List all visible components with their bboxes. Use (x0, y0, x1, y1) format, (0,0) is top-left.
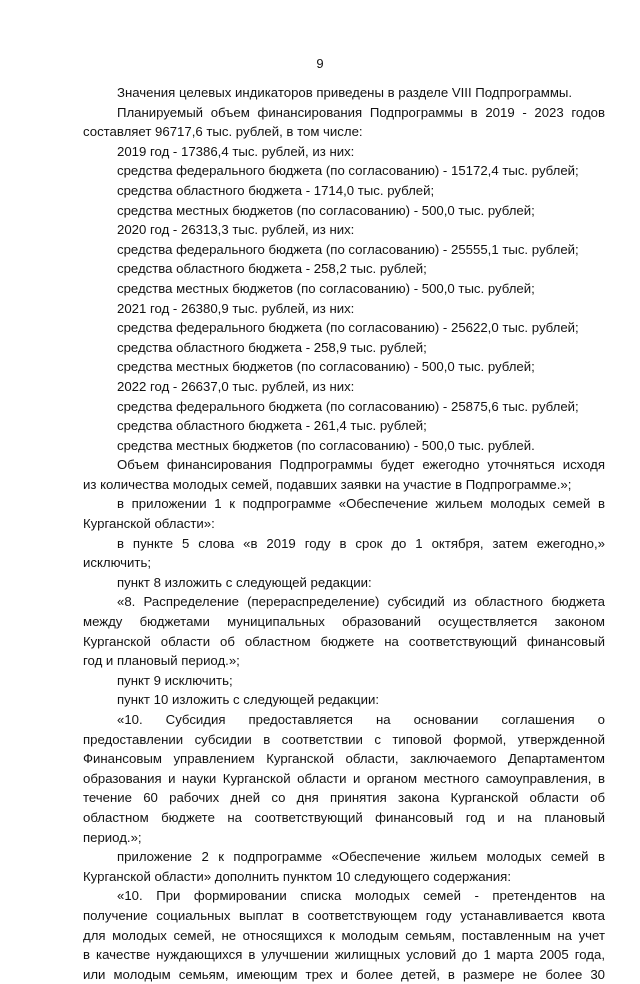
text-line: Значения целевых индикаторов приведены в разделе VIII Подпрограммы. (117, 85, 573, 100)
text-line: образования и науки Курганской области и органом местного самоуправления, в (83, 770, 605, 786)
text-line: Планируемый объем финансирования Подпрограммы в 2019 - 2023 годов (117, 104, 605, 120)
text-line: Финансовым управлением Курганской области, заключаемого Департаментом (83, 751, 605, 767)
text-line: 2022 год - 26637,0 тыс. рублей, из них: (117, 378, 355, 394)
text-line: «8. Распределение (перераспределение) субсидий из областного бюджета (117, 594, 605, 610)
text-line: год и плановый период.»; (83, 653, 240, 669)
text-line: Объем финансирования Подпрограммы будет ежегодно уточняться исходя (117, 457, 605, 473)
text-line: Курганской области»: (83, 516, 215, 532)
text-line: средства федерального бюджета (по согласованию) - 15172,4 тыс. рублей; (117, 163, 579, 179)
text-line: средства областного бюджета - 258,9 тыс. рублей; (117, 339, 427, 355)
text-line: пункт 9 исключить; (117, 672, 233, 688)
text-line: в приложении 1 к подпрограмме «Обеспечение жильем молодых семей в (117, 496, 605, 512)
text-line: получение социальных выплат в соответствующем году устанавливается квота (83, 907, 605, 923)
text-line: в качестве нуждающихся в улучшении жилищных условий до 1 марта 2005 года, (83, 947, 605, 963)
text-line: средства местных бюджетов (по согласованию) - 500,0 тыс. рублей; (117, 202, 535, 218)
text-line: в пункте 5 слова «в 2019 году в срок до 1 октября, затем ежегодно,» (117, 535, 605, 551)
text-line: течение 60 рабочих дней со дня принятия закона Курганской области об (83, 790, 605, 806)
text-line: 2021 год - 26380,9 тыс. рублей, из них: (117, 300, 355, 316)
text-line: средства местных бюджетов (по согласованию) - 500,0 тыс. рублей; (117, 359, 535, 375)
text-line: предоставлении субсидии в соответствии с типовой формой, утвержденной (83, 731, 605, 747)
text-line: средства местных бюджетов (по согласованию) - 500,0 тыс. рублей; (117, 280, 535, 296)
text-line: Курганской области об областном бюджете на соответствующий финансовый (83, 633, 605, 649)
document-body (83, 83, 605, 984)
text-line: приложение 2 к подпрограмме «Обеспечение жильем молодых семей в (117, 849, 605, 865)
text-line: пункт 10 изложить с следующей редакции: (117, 692, 379, 708)
text-line: средства областного бюджета - 258,2 тыс. рублей; (117, 261, 427, 277)
text-line: период.»; (83, 829, 142, 845)
text-line: средства областного бюджета - 1714,0 тыс. рублей; (117, 182, 435, 198)
text-line: средства федерального бюджета (по согласованию) - 25622,0 тыс. рублей; (117, 320, 579, 336)
text-line: 2019 год - 17386,4 тыс. рублей, из них: (117, 143, 355, 159)
text-line: «10. При формировании списка молодых семей - претендентов на (117, 888, 605, 904)
text-line: Курганской области» дополнить пунктом 10 следующего содержания: (83, 868, 511, 884)
text-line: средства областного бюджета - 261,4 тыс. рублей; (117, 418, 427, 434)
text-line: для молодых семей, не относящихся к молодым семьям, поставленным на учет (83, 927, 605, 943)
text-line: средства местных бюджетов (по согласованию) - 500,0 тыс. рублей. (117, 437, 535, 453)
text-line: или молодым семьям, имеющим трех и более детей, в размере не более 30 (83, 966, 605, 982)
text-line: «10. Субсидия предоставляется на основании соглашения о (117, 712, 605, 727)
text-line: средства федерального бюджета (по согласованию) - 25555,1 тыс. рублей; (117, 241, 579, 257)
text-line: пункт 8 изложить с следующей редакции: (117, 574, 372, 590)
text-line: средства федерального бюджета (по согласованию) - 25875,6 тыс. рублей; (117, 398, 579, 414)
text-line: исключить; (83, 555, 151, 571)
text-line: областном бюджете на соответствующий финансовый год и на плановый (83, 809, 605, 825)
text-line: 2020 год - 26313,3 тыс. рублей, из них: (117, 222, 355, 238)
page-number: 9 (316, 56, 324, 71)
text-line: из количества молодых семей, подавших заявки на участие в Подпрограмме.»; (83, 476, 572, 492)
text-line: составляет 96717,6 тыс. рублей, в том числе: (83, 124, 363, 140)
text-line: между бюджетами муниципальных образований осуществляется законом (83, 614, 605, 630)
